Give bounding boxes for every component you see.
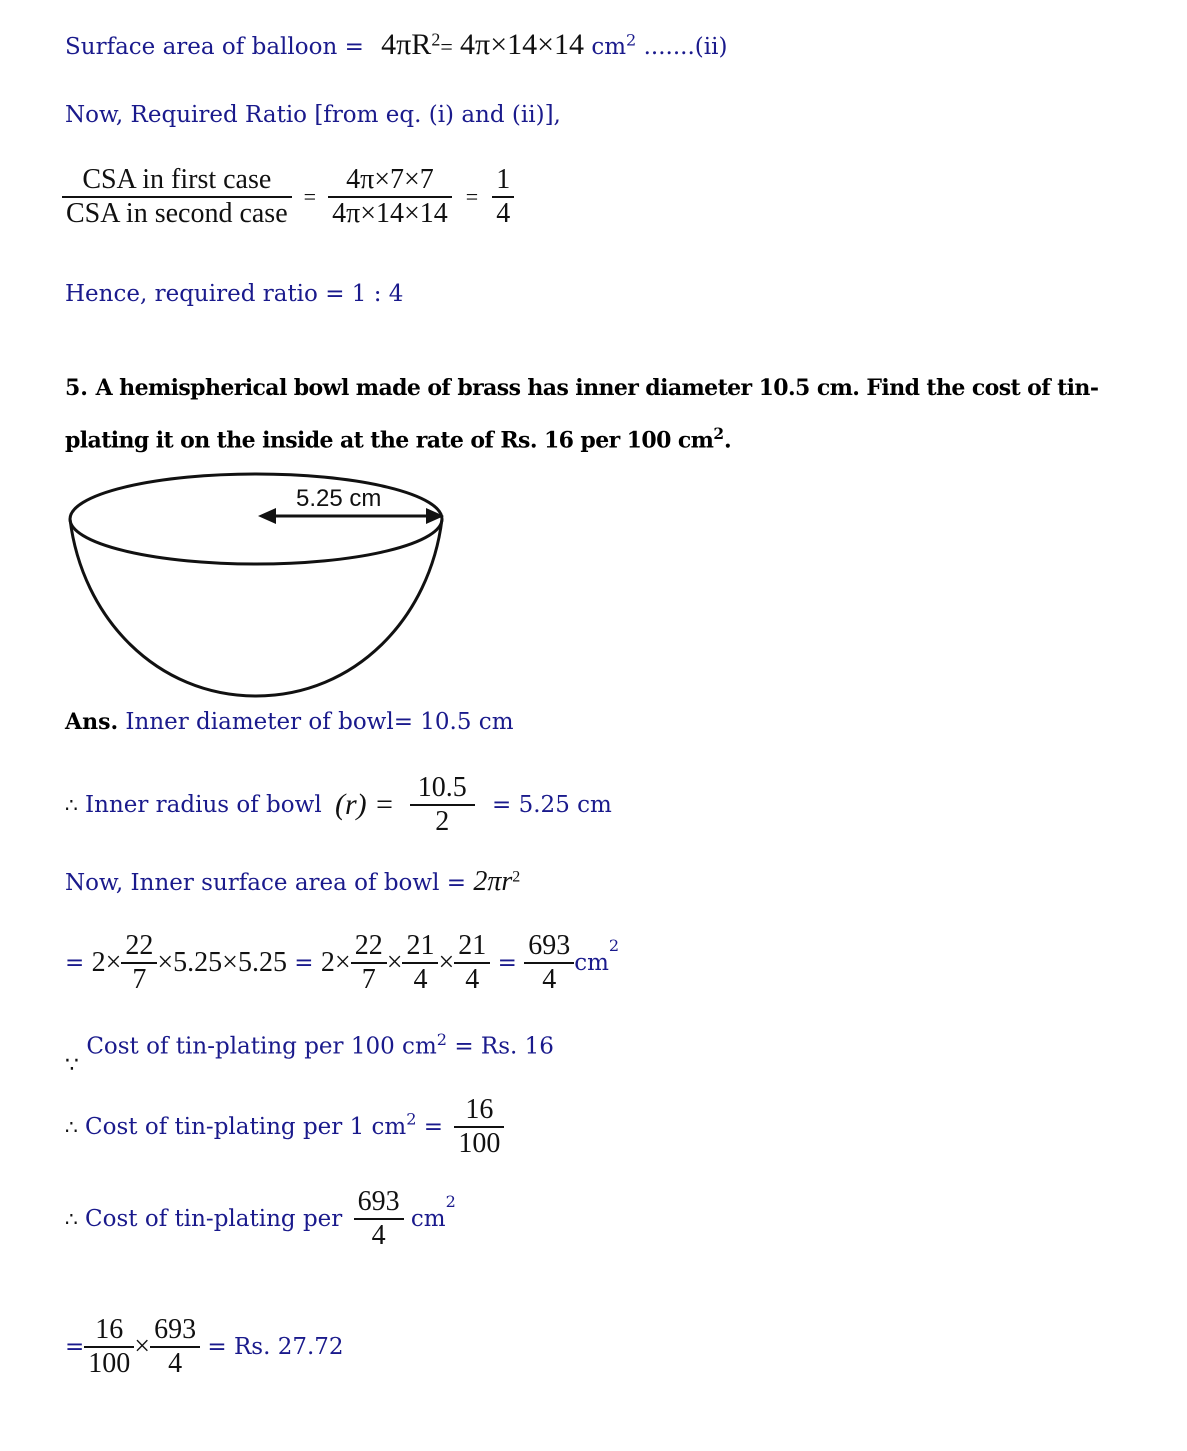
inner-radius-line	[65, 772, 612, 838]
cost-100-tail: = Rs. 16	[454, 1033, 554, 1060]
surface-label: Now, Inner surface area of bowl =	[65, 870, 467, 896]
calc-a: 2×	[91, 947, 122, 978]
calc-num-5: 693	[524, 930, 574, 964]
ratio-intro: Now, Required Ratio [from eq. (i) and (ii)],	[65, 102, 561, 128]
balloon-surface-line	[65, 28, 727, 62]
ratio-result: Hence, required ratio = 1 : 4	[65, 281, 404, 307]
calc-den-3: 4	[413, 964, 428, 995]
calc-den-5: 4	[542, 964, 557, 995]
balloon-label: Surface area of balloon =	[65, 34, 364, 60]
ans-diameter: Inner diameter of bowl= 10.5 cm	[125, 709, 514, 735]
calc-frac-1	[121, 930, 157, 996]
calc-frac-2	[351, 930, 387, 996]
final-den-1: 100	[88, 1348, 131, 1379]
calc-num-2: 22	[351, 930, 387, 964]
cost-100-text: Cost of tin-plating per 100 cm	[86, 1033, 437, 1060]
ratio-eq-1: =	[303, 184, 317, 209]
surface-area-line	[65, 866, 520, 898]
cost-1-sup: 2	[406, 1109, 417, 1129]
balloon-unit-sup: 2	[626, 30, 637, 50]
cost-100-line	[65, 1030, 554, 1078]
calculation-line	[65, 930, 619, 996]
calc-den-4: 4	[465, 964, 480, 995]
cost-n-sup: 2	[445, 1192, 456, 1211]
csa-numerator: CSA in first case	[62, 164, 292, 198]
bowl-body	[70, 519, 442, 696]
calc-den-2: 7	[361, 964, 376, 995]
calc-eq-3: =	[497, 950, 517, 976]
ratio-fraction-line	[62, 164, 514, 230]
therefore-icon-3: ∴	[65, 1207, 78, 1231]
balloon-formula-eq: =	[440, 34, 453, 59]
final-result: = Rs. 27.72	[207, 1334, 344, 1360]
calc-frac-3	[402, 930, 438, 996]
pi-denominator: 4π×14×14	[332, 198, 448, 229]
calc-num-4: 21	[454, 930, 490, 964]
balloon-formula-b: 4π×14×14	[460, 28, 585, 61]
question-line-2	[65, 425, 732, 453]
calc-unit-sup: 2	[608, 936, 620, 955]
final-den-2: 4	[168, 1348, 183, 1379]
calc-num-3: 21	[402, 930, 438, 964]
question-text-2: plating it on the inside at the rate of Rs. 16 per 100 cm	[65, 427, 714, 454]
cost-n-denominator: 4	[371, 1220, 386, 1251]
question-line-1	[65, 375, 1098, 401]
cost-1-fraction	[454, 1094, 504, 1160]
radius-label: 5.25 cm	[296, 485, 382, 512]
calc-num-1: 22	[121, 930, 157, 964]
radius-numerator: 10.5	[410, 772, 475, 806]
surface-sup: 2	[512, 868, 521, 886]
cost-n-line	[65, 1186, 456, 1252]
calc-eq: =	[65, 950, 85, 976]
cost-100-sup: 2	[436, 1030, 447, 1049]
final-frac-1	[84, 1314, 134, 1380]
surface-formula: 2πr	[473, 866, 513, 897]
pi-fraction	[328, 164, 452, 230]
result-fraction	[492, 164, 514, 230]
final-num-2: 693	[150, 1314, 200, 1348]
calc-eq-2: =	[294, 950, 314, 976]
therefore-icon-2: ∴	[65, 1115, 78, 1139]
cost-n-text: Cost of tin-plating per	[85, 1206, 343, 1232]
result-numerator: 1	[492, 164, 514, 198]
ans-label: Ans.	[65, 709, 119, 735]
cost-n-unit: cm	[410, 1206, 446, 1232]
radius-fraction	[410, 772, 475, 838]
final-eq: =	[65, 1334, 85, 1360]
cost-1-eq: =	[423, 1114, 444, 1140]
radius-result: = 5.25 cm	[492, 792, 612, 818]
hemisphere-bowl-figure	[62, 468, 452, 704]
calc-b: ×5.25×5.25	[157, 947, 287, 978]
therefore-icon: ∴	[65, 793, 78, 817]
final-line	[65, 1314, 344, 1380]
final-frac-2	[150, 1314, 200, 1380]
because-icon: ∵	[65, 1052, 79, 1078]
result-denominator: 4	[496, 198, 511, 229]
cost-n-fraction	[354, 1186, 404, 1252]
calc-c: 2×	[320, 947, 351, 978]
answer-diameter-line	[65, 709, 514, 735]
cost-1-denominator: 100	[458, 1128, 501, 1159]
cost-1-text: Cost of tin-plating per 1 cm	[85, 1114, 407, 1140]
question-number: 5.	[65, 375, 88, 401]
final-times: ×	[134, 1331, 151, 1362]
radius-label-text: Inner radius of bowl	[85, 792, 322, 818]
csa-denominator: CSA in second case	[66, 198, 288, 229]
balloon-unit: cm	[591, 34, 627, 60]
balloon-eq-tag: .......(ii)	[643, 34, 728, 60]
balloon-formula-sup: 2	[431, 29, 441, 50]
question-end: .	[724, 427, 732, 454]
calc-times-1: ×	[386, 947, 403, 978]
cost-1-numerator: 16	[454, 1094, 504, 1128]
radius-arrow-left-head	[258, 508, 276, 524]
question-text-1: A hemispherical bowl made of brass has inner diameter 10.5 cm. Find the cost of tin-	[95, 375, 1099, 401]
calc-times-2: ×	[438, 947, 455, 978]
calc-unit: cm	[574, 950, 609, 976]
cost-n-numerator: 693	[354, 1186, 404, 1220]
final-num-1: 16	[84, 1314, 134, 1348]
ratio-eq-2: =	[465, 184, 479, 209]
cost-1-line	[65, 1094, 504, 1160]
calc-frac-4	[454, 930, 490, 996]
pi-numerator: 4π×7×7	[328, 164, 452, 198]
bowl-rim	[70, 474, 442, 564]
balloon-formula-a: 4πR	[381, 28, 432, 61]
calc-frac-5	[524, 930, 574, 996]
question-sup: 2	[713, 425, 725, 443]
calc-den-1: 7	[132, 964, 147, 995]
csa-fraction	[62, 164, 292, 230]
radius-denominator: 2	[435, 806, 450, 837]
radius-var: (r) =	[335, 788, 395, 821]
